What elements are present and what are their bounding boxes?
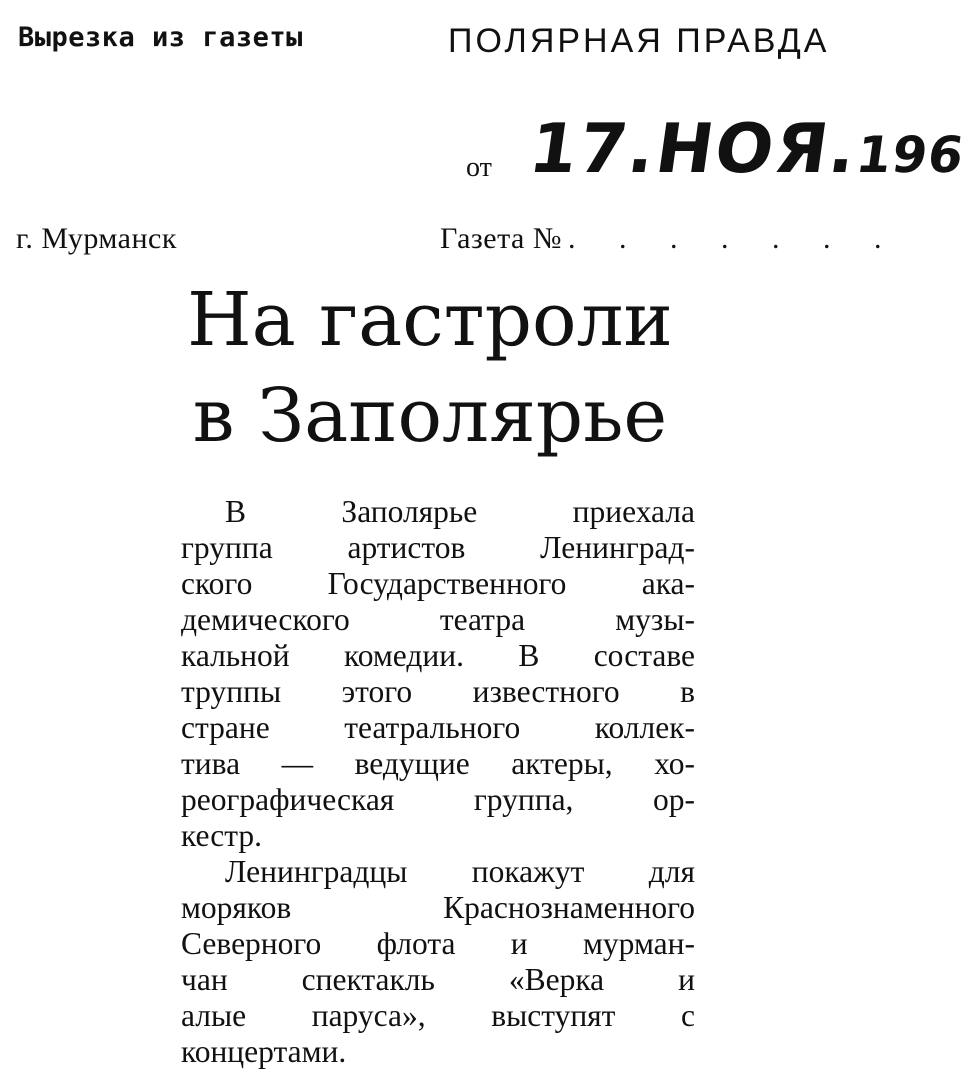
article-line: кестр.	[181, 818, 263, 853]
clipping-label: Вырезка из газеты	[18, 22, 303, 53]
article-line: группа артистов Ленинград-	[181, 530, 695, 565]
article-paragraph-2	[181, 854, 695, 1070]
headline-line-1: На гастроли	[187, 277, 673, 363]
article-line: труппы этого известного в	[181, 674, 695, 709]
newspaper-name: ПОЛЯРНАЯ ПРАВДА	[448, 22, 830, 60]
paper-number-dots: . . . . . . .	[568, 222, 900, 255]
headline-line-2: в Заполярье	[192, 373, 668, 459]
article-line: ского Государственного ака-	[181, 566, 695, 601]
date-prefix: от	[466, 152, 492, 183]
city-label: г. Мурманск	[16, 222, 177, 255]
article-line: алые паруса», выступят с	[181, 998, 695, 1033]
paper-number-label: Газета №	[440, 222, 562, 255]
date-stamp-year: 196	[852, 126, 969, 184]
article-line: кальной комедии. В составе	[181, 638, 695, 673]
date-stamp-day-month: 17.НОЯ.	[524, 110, 863, 189]
article-line: моряков Краснознаменного	[181, 890, 695, 925]
article-headline	[150, 272, 710, 464]
article-body	[181, 494, 695, 1070]
paper-number	[440, 222, 900, 256]
article-line: В Заполярье приехала	[225, 494, 695, 529]
article-line: тива — ведущие актеры, хо-	[181, 746, 695, 781]
article-line: Ленинградцы покажут для	[225, 854, 695, 889]
article-line: концертами.	[181, 1034, 347, 1069]
article-paragraph-1	[181, 494, 695, 854]
article-line: чан спектакль «Верка и	[181, 962, 695, 997]
article-line: стране театрального коллек-	[181, 710, 695, 745]
article-line: реографическая группа, ор-	[181, 782, 695, 817]
date-stamp	[524, 110, 970, 189]
article-line: демического театра музы-	[181, 602, 695, 637]
article-line: Северного флота и мурман-	[181, 926, 695, 961]
